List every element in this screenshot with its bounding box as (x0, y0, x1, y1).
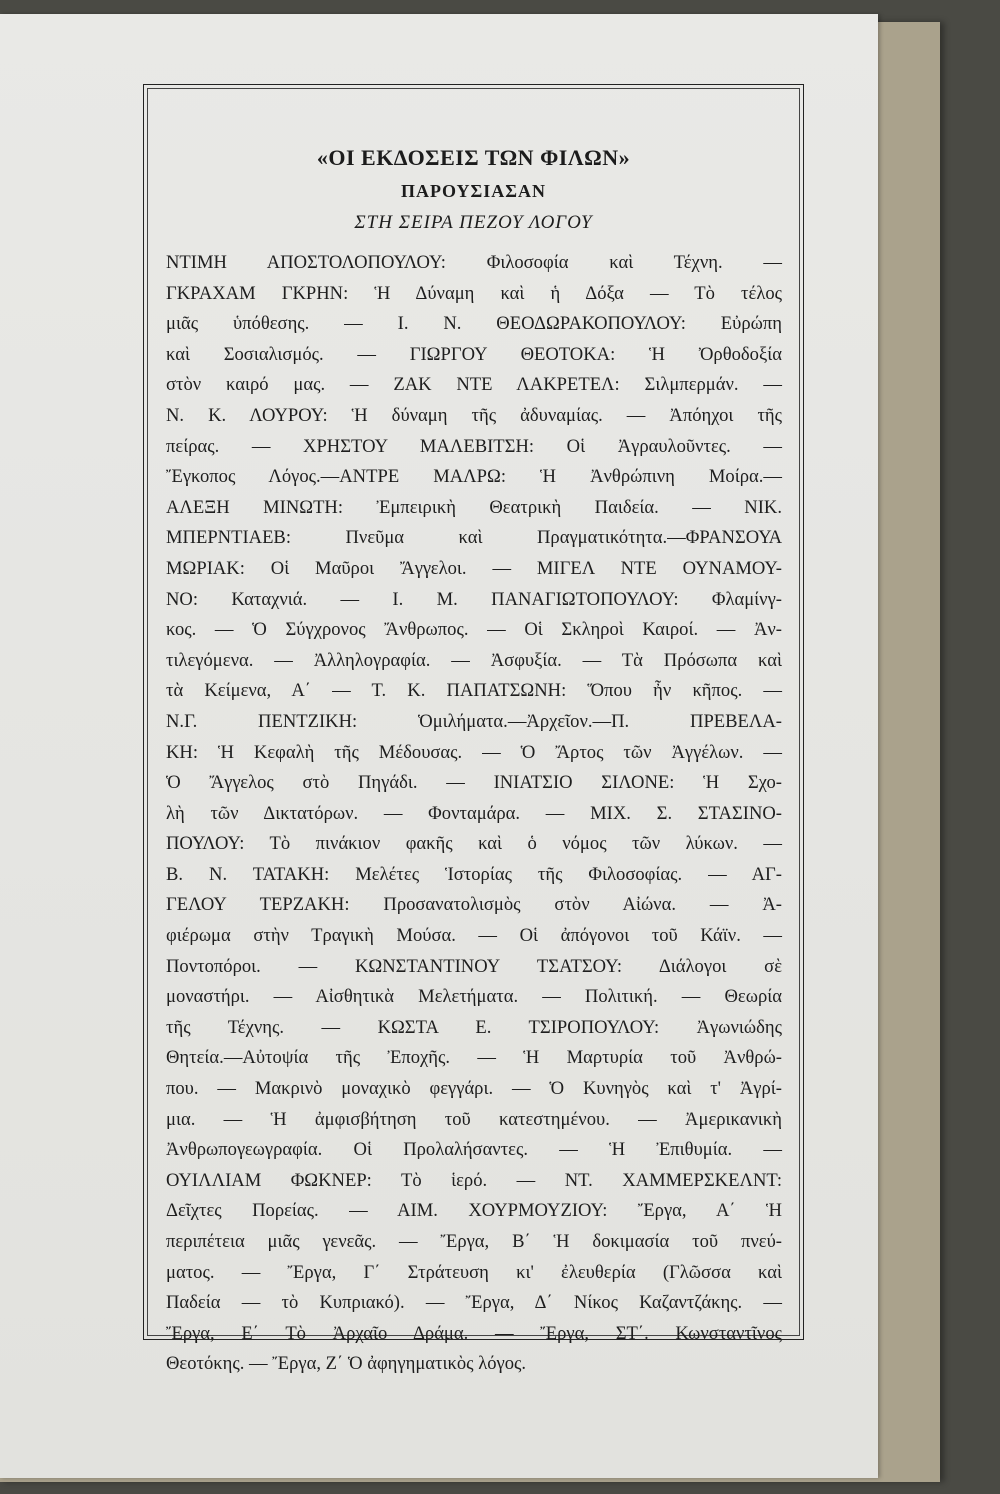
catalog-text (166, 248, 782, 1380)
catalog-line: τὰ Κείμενα, Α΄ — Τ. Κ. ΠΑΠΑΤΣΩΝΗ: Ὅπου ἦν κῆπος. — (166, 680, 782, 702)
catalog-line: που. — Μακρινὸ μοναχικὸ φεγγάρι. — Ὁ Κυνηγὸς καὶ τ' Ἀγρί- (166, 1078, 782, 1100)
catalog-line: κος. — Ὁ Σύγχρονος Ἄνθρωπος. — Οἱ Σκληροὶ Καιροί. — Ἀν- (166, 619, 782, 641)
catalog-line: Δεῖχτες Πορείας. — ΑΙΜ. ΧΟΥΡΜΟΥΖΙΟΥ: Ἔργα, Α΄ Ἡ (166, 1200, 782, 1222)
catalog-line: Θεοτόκης. — Ἔργα, Ζ΄ Ὁ ἀφηγηματικὸς λόγος. (166, 1353, 527, 1375)
catalog-line: πείρας. — ΧΡΗΣΤΟΥ ΜΑΛΕΒΙΤΣΗ: Οἱ Ἀγραυλοῦντες. — (166, 435, 782, 457)
catalog-line: μιᾶς ὑπόθεσης. — Ι. Ν. ΘΕΟΔΩΡΑΚΟΠΟΥΛΟΥ: Εὐρώπη (166, 313, 782, 335)
catalog-line: Ν. Κ. ΛΟΥΡΟΥ: Ἡ δύναμη τῆς ἀδυναμίας. — Ἀπόηχοι τῆς (166, 404, 782, 426)
catalog-line: ΜΠΕΡΝΤΙΑΕΒ: Πνεῦμα καὶ Πραγματικότητα.—ΦΡΑΝΣΟΥΑ (166, 527, 782, 549)
catalog-line: μια. — Ἡ ἀμφισβήτηση τοῦ κατεστημένου. — Ἀμερικανικὴ (166, 1108, 782, 1130)
catalog-line: περιπέτεια μιᾶς γενεᾶς. — Ἔργα, Β΄ Ἡ δοκιμασία τοῦ πνεύ- (166, 1231, 782, 1252)
catalog-line: ΚΗ: Ἡ Κεφαλὴ τῆς Μέδουσας. — Ὁ Ἄρτος τῶν Ἀγγέλων. — (166, 741, 782, 763)
catalog-line: ΟΥΙΛΛΙΑΜ ΦΩΚΝΕΡ: Τὸ ἱερό. — ΝΤ. ΧΑΜΜΕΡΣΚΕΛΝΤ: (166, 1169, 782, 1191)
catalog-line: ΑΛΕΞΗ ΜΙΝΩΤΗ: Ἐμπειρικὴ Θεατρικὴ Παιδεία. — ΝΙΚ. (166, 496, 782, 518)
catalog-line: Ὁ Ἄγγελος στὸ Πηγάδι. — ΙΝΙΑΤΣΙΟ ΣΙΛΟΝΕ: Ἡ Σχο- (166, 772, 782, 794)
catalog-line: τιλεγόμενα. — Ἀλληλογραφία. — Ἀσφυξία. — Τὰ Πρόσωπα καὶ (166, 649, 782, 671)
catalog-line: Ἔργα, Ε΄ Τὸ Ἀρχαῖο Δράμα. — Ἔργα, ΣΤ΄. Κωνσταντῖνος (166, 1322, 782, 1344)
series-heading: ΣΤΗ ΣΕΙΡΑ ΠΕΖΟΥ ΛΟΓΟΥ (354, 212, 593, 233)
publisher-title: «ΟΙ ΕΚΔΟΣΕΙΣ ΤΩΝ ΦΙΛΩΝ» (316, 145, 631, 170)
catalog-line: καὶ Σοσιαλισμός. — ΓΙΩΡΓΟΥ ΘΕΟΤΟΚΑ: Ἡ Ὀρθοδοξία (166, 343, 782, 365)
catalog-line: Ποντοπόροι. — ΚΩΝΣΤΑΝΤΙΝΟΥ ΤΣΑΤΣΟΥ: Διάλογοι σὲ (166, 955, 782, 977)
catalog-line: στὸν καιρό μας. — ΖΑΚ ΝΤΕ ΛΑΚΡΕΤΕΛ: Σιλμπερμάν. — (166, 374, 782, 396)
catalog-line: Θητεία.—Αὐτοψία τῆς Ἐποχῆς. — Ἡ Μαρτυρία τοῦ Ἀνθρώ- (166, 1047, 782, 1069)
catalog-line: ΝΤΙΜΗ ΑΠΟΣΤΟΛΟΠΟΥΛΟΥ: Φιλοσοφία καὶ Τέχνη. — (166, 252, 782, 273)
catalog-line: ΜΩΡΙΑΚ: Οἱ Μαῦροι Ἄγγελοι. — ΜΙΓΕΛ ΝΤΕ ΟΥΝΑΜΟΥ- (166, 557, 782, 579)
catalog-line: Ἔγκοπος Λόγος.—ΑΝΤΡΕ ΜΑΛΡΩ: Ἡ Ἀνθρώπινη Μοίρα.— (166, 466, 782, 488)
catalog-line: Ἀνθρωπογεωγραφία. Οἱ Προλαλήσαντες. — Ἡ Ἐπιθυμία. — (166, 1139, 782, 1161)
catalog-line: ΝΟ: Καταχνιά. — Ι. Μ. ΠΑΝΑΓΙΩΤΟΠΟΥΛΟΥ: Φλαμίνγ- (166, 588, 782, 610)
catalog-line: ΓΚΡΑΧΑΜ ΓΚΡΗΝ: Ἡ Δύναμη καὶ ἡ Δόξα — Τὸ τέλος (166, 282, 782, 304)
catalog-line: μοναστήρι. — Αἰσθητικὰ Μελετήματα. — Πολιτική. — Θεωρία (166, 986, 782, 1008)
catalog-line: Παδεία — τὸ Κυπριακό). — Ἔργα, Δ΄ Νίκος Καζαντζάκης. — (166, 1292, 782, 1314)
catalog-line: ΓΕΛΟΥ ΤΕΡΖΑΚΗ: Προσανατολισμὸς στὸν Αἰώνα. — Ἀ- (166, 894, 782, 916)
presented-heading: ΠΑΡΟΥΣΙΑΣΑΝ (400, 181, 547, 201)
catalog-line: τῆς Τέχνης. — ΚΩΣΤΑ Ε. ΤΣΙΡΟΠΟΥΛΟΥ: Ἀγωνιώδης (166, 1016, 782, 1038)
catalog-line: Ν.Γ. ΠΕΝΤΖΙΚΗ: Ὁμιλήματα.—Ἀρχεῖον.—Π. ΠΡΕΒΕΛΑ- (166, 710, 782, 732)
catalog-line: Β. Ν. ΤΑΤΑΚΗ: Μελέτες Ἱστορίας τῆς Φιλοσοφίας. — ΑΓ- (166, 863, 782, 885)
catalog-line: φιέρωμα στὴν Τραγικὴ Μούσα. — Οἱ ἀπόγονοι τοῦ Κάϊν. — (166, 925, 782, 947)
catalog-line: ματος. — Ἔργα, Γ΄ Στράτευση κι' ἐλευθερία (Γλῶσσα καὶ (166, 1261, 782, 1283)
catalog-line: λὴ τῶν Δικτατόρων. — Φονταμάρα. — ΜΙΧ. Σ. ΣΤΑΣΙΝΟ- (166, 802, 782, 824)
catalog-line: ΠΟΥΛΟΥ: Τὸ πινάκιον φακῆς καὶ ὁ νόμος τῶν λύκων. — (166, 833, 782, 855)
